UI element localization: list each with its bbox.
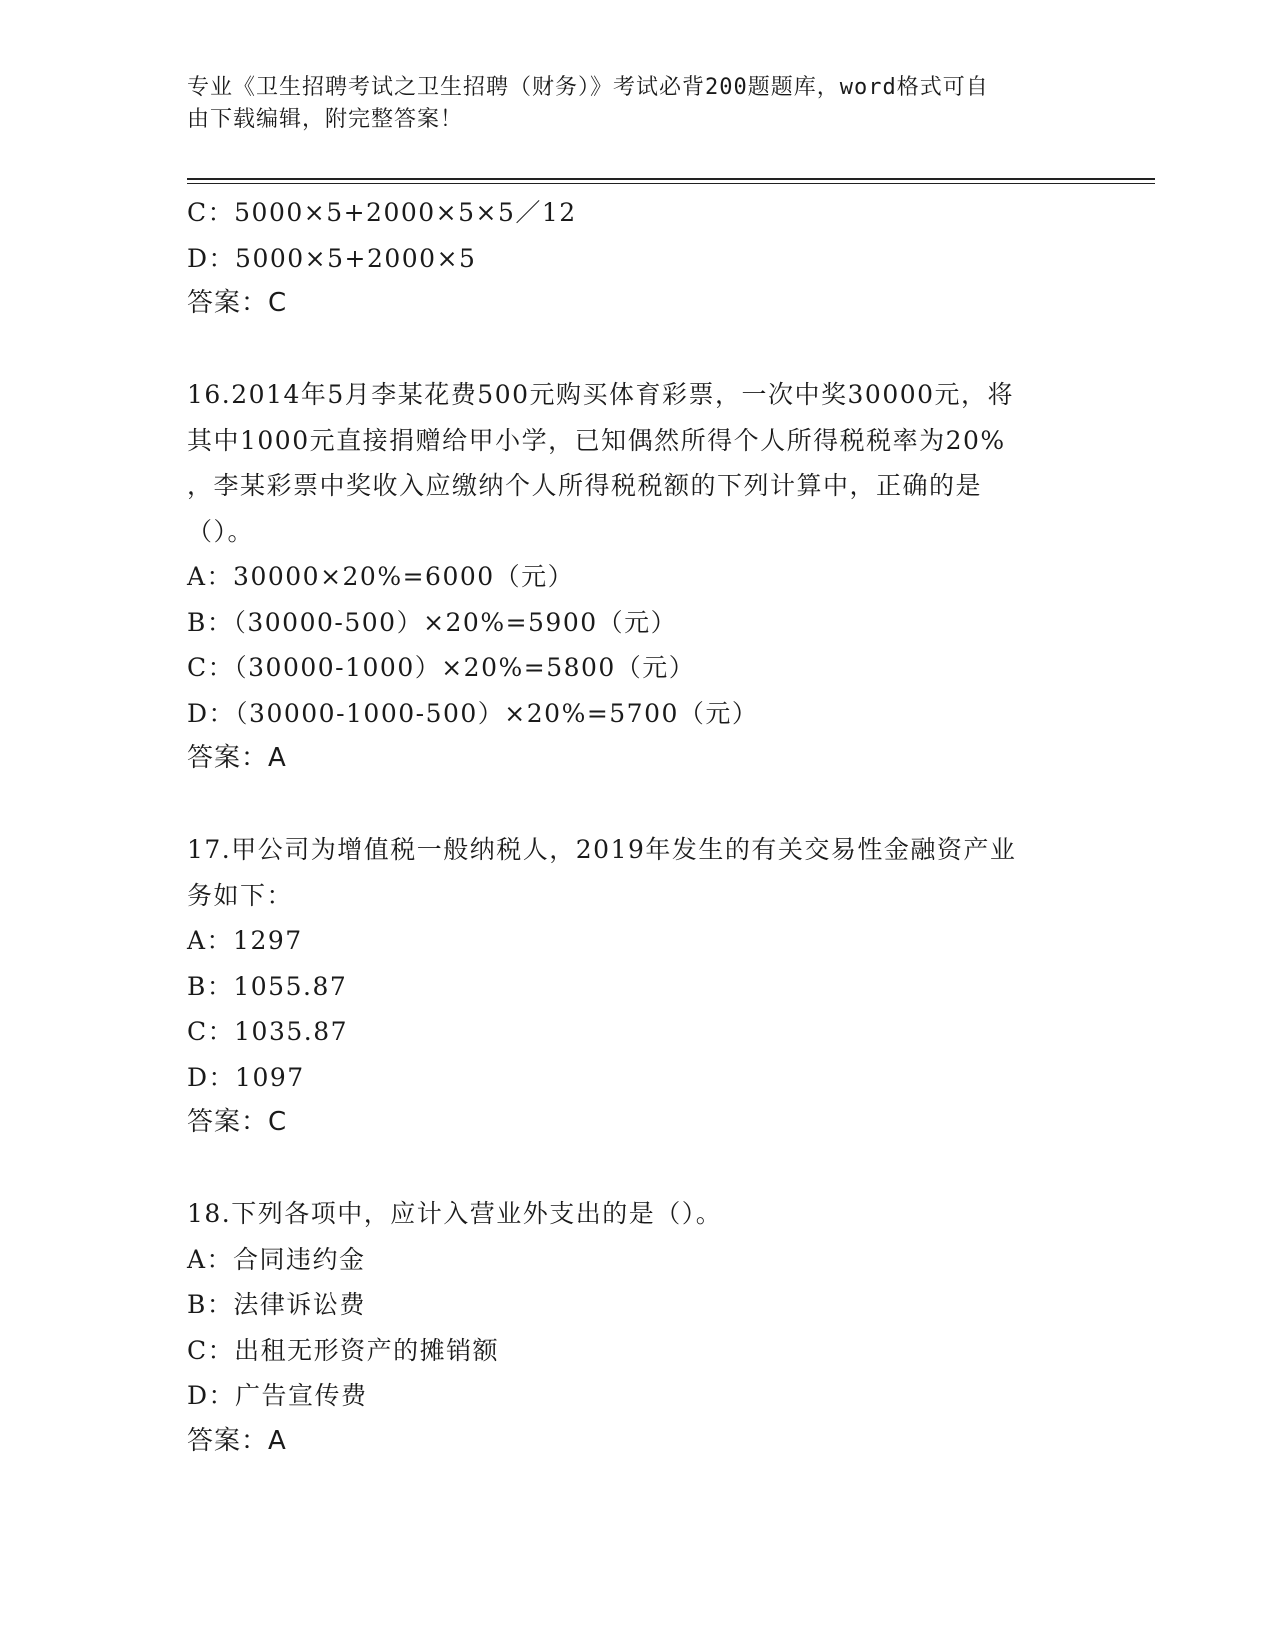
- option-b: B：法律诉讼费: [187, 1290, 366, 1319]
- option-d: D：1097: [187, 1062, 305, 1092]
- answer-line: 答案：A: [187, 1425, 287, 1456]
- option-b: B：（30000-500）×20%=5900（元）: [187, 607, 678, 637]
- question-stem: 务如下：: [187, 880, 294, 910]
- option-d: D：（30000-1000-500）×20%=5700（元）: [187, 698, 759, 728]
- option-c: C：5000×5+2000×5×5／12: [187, 198, 577, 227]
- option-a: A：合同违约金: [187, 1244, 366, 1274]
- header-title-line-2: 由下载编辑，附完整答案！: [187, 107, 464, 132]
- option-c: C：1035.87: [187, 1017, 349, 1046]
- question-18: [187, 1191, 1087, 1464]
- answer-line: 答案：C: [187, 288, 288, 318]
- option-d: D：5000×5+2000×5: [187, 243, 477, 273]
- spacer: [187, 1146, 1087, 1192]
- spacer: [187, 327, 1087, 373]
- question-15-tail: [187, 190, 1087, 327]
- option-b: B：1055.87: [187, 971, 348, 1001]
- header-title-line-1: 专业《卫生招聘考试之卫生招聘（财务）》考试必背200题题库，word格式可自: [187, 75, 989, 100]
- document-header: [187, 72, 1087, 136]
- answer-line: 答案：A: [187, 743, 287, 773]
- question-list: [187, 190, 1087, 1464]
- question-17: [187, 827, 1087, 1146]
- question-stem: （）。: [187, 516, 255, 546]
- question-16: [187, 372, 1087, 782]
- question-stem: 16.2014年5月李某花费500元购买体育彩票，一次中奖30000元，将: [187, 380, 1015, 409]
- question-stem: 17.甲公司为增值税一般纳税人，2019年发生的有关交易性金融资产业: [187, 835, 1017, 864]
- question-stem: ，李某彩票中奖收入应缴纳个人所得税税额的下列计算中，正确的是: [187, 471, 983, 500]
- option-d: D：广告宣传费: [187, 1381, 368, 1410]
- header-divider-thick: [187, 178, 1155, 180]
- option-c: C：出租无形资产的摊销额: [187, 1335, 500, 1365]
- option-a: A：1297: [187, 926, 303, 955]
- question-stem: 18.下列各项中，应计入营业外支出的是（）。: [187, 1199, 723, 1228]
- question-stem: 其中1000元直接捐赠给甲小学，已知偶然所得个人所得税税率为20%: [187, 425, 1006, 455]
- option-c: C：（30000-1000）×20%=5800（元）: [187, 653, 696, 682]
- header-divider-thin: [187, 183, 1155, 184]
- option-a: A：30000×20%=6000（元）: [187, 562, 575, 591]
- spacer: [187, 782, 1087, 828]
- answer-line: 答案：C: [187, 1107, 288, 1137]
